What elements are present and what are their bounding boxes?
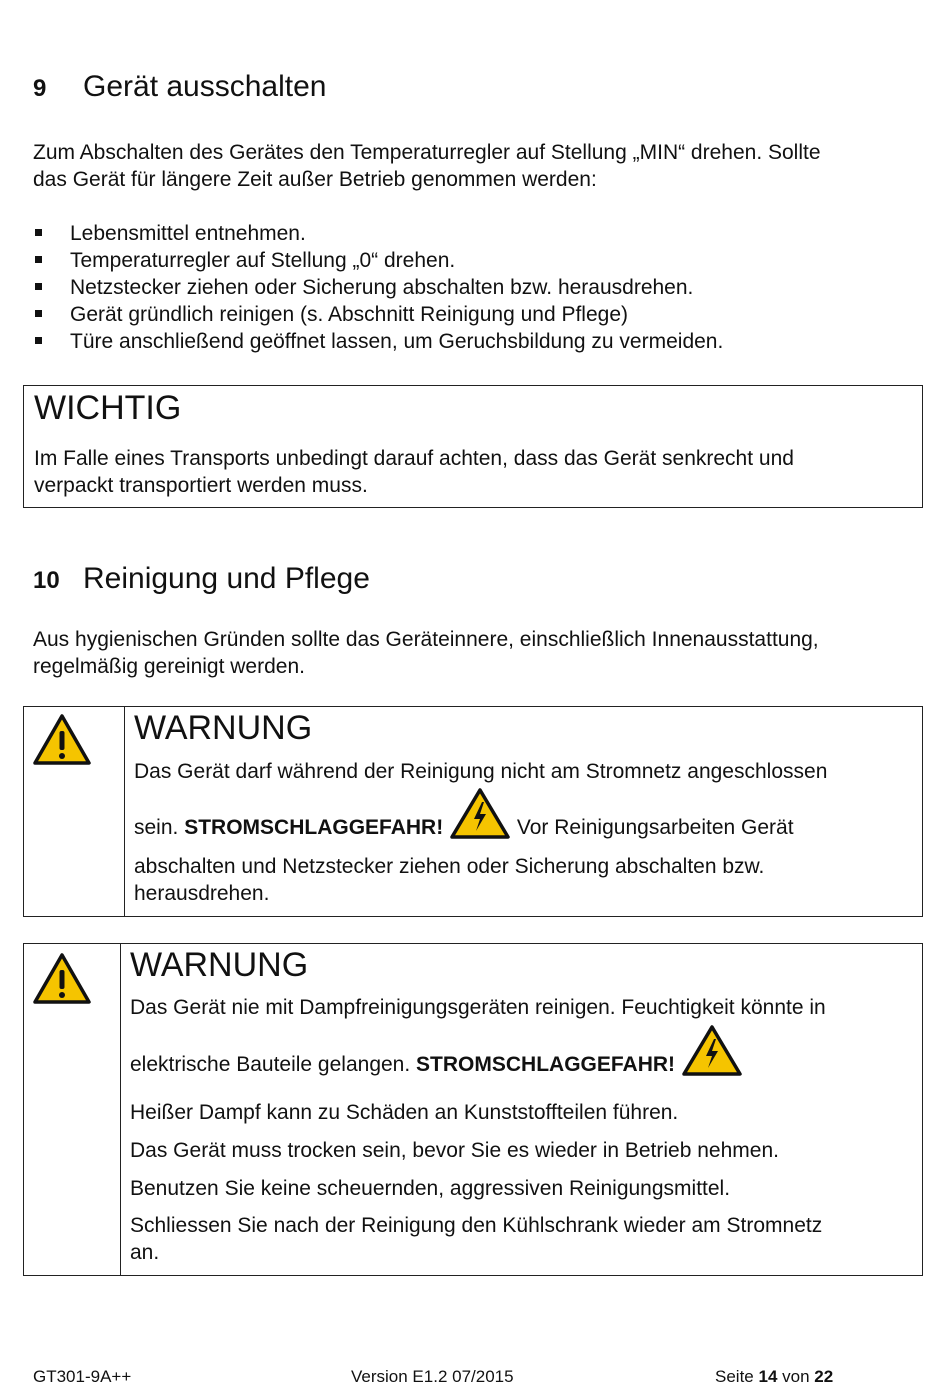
- intro-line: Aus hygienischen Gründen sollte das Geräteinnere, einschließlich Innenausstattung,: [33, 628, 819, 651]
- important-title: WICHTIG: [34, 389, 182, 427]
- bullet-icon: [35, 256, 42, 263]
- section-title: Reinigung und Pflege: [83, 562, 370, 595]
- warning-text-line: sein. STROMSCHLAGGEFAHR! Vor Reinigungsarbeiten Gerät: [134, 787, 794, 841]
- high-voltage-icon: [681, 1024, 743, 1078]
- section-10-heading: [33, 562, 370, 598]
- danger-label: STROMSCHLAGGEFAHR!: [416, 1053, 676, 1076]
- warning-title: WARNUNG: [134, 709, 313, 747]
- warning-text-line: abschalten und Netzstecker ziehen oder Sicherung abschalten bzw.: [134, 855, 765, 878]
- section-10-intro: [33, 626, 913, 680]
- footer-page-number: Seite 14 von 22: [715, 1367, 834, 1386]
- bullet-icon: [35, 337, 42, 344]
- section-number: 9: [33, 75, 47, 102]
- footer-model: GT301-9A++: [33, 1367, 132, 1386]
- warning-text-line: herausdrehen.: [134, 882, 270, 905]
- footer-version: Version E1.2 07/2015: [351, 1367, 514, 1386]
- shutdown-steps-list: [33, 220, 723, 355]
- warning-text-line: Das Gerät nie mit Dampfreinigungsgeräten reinigen. Feuchtigkeit könnte in: [130, 996, 826, 1019]
- list-item: Lebensmittel entnehmen.: [33, 220, 723, 247]
- warning-title: WARNUNG: [130, 946, 309, 984]
- important-notice-box: [23, 385, 923, 508]
- warning-text-line: Das Gerät darf während der Reinigung nicht am Stromnetz angeschlossen: [134, 760, 828, 783]
- warning-text-line: Schliessen Sie nach der Reinigung den Kühlschrank wieder am Stromnetz: [130, 1214, 823, 1237]
- bullet-icon: [35, 229, 42, 236]
- important-text: Im Falle eines Transports unbedingt darauf achten, dass das Gerät senkrecht und verpackt transportiert werden muss.: [34, 447, 794, 497]
- warning-text-line: Benutzen Sie keine scheuernden, aggressiven Reinigungsmittel.: [130, 1177, 731, 1200]
- section-number: 10: [33, 567, 60, 594]
- warning-text-line: an.: [130, 1241, 160, 1264]
- warning-triangle-icon: [32, 952, 92, 1006]
- warning-triangle-icon: [32, 713, 92, 767]
- intro-line: regelmäßig gereinigt werden.: [33, 655, 305, 678]
- warning-text-line: Das Gerät muss trocken sein, bevor Sie es wieder in Betrieb nehmen.: [130, 1139, 779, 1162]
- warning-box-1: [23, 706, 923, 917]
- danger-label: STROMSCHLAGGEFAHR!: [184, 816, 444, 839]
- warning-box-2: [23, 943, 923, 1276]
- bullet-icon: [35, 310, 42, 317]
- list-item: Gerät gründlich reinigen (s. Abschnitt Reinigung und Pflege): [33, 301, 723, 328]
- bullet-icon: [35, 283, 42, 290]
- list-item: Netzstecker ziehen oder Sicherung abschalten bzw. herausdrehen.: [33, 274, 723, 301]
- intro-line: Zum Abschalten des Gerätes den Temperaturregler auf Stellung „MIN“ drehen. Sollte: [33, 141, 821, 164]
- warning-text-line: Heißer Dampf kann zu Schäden an Kunststoffteilen führen.: [130, 1101, 679, 1124]
- section-9-intro: [33, 139, 913, 193]
- section-9-heading: [33, 70, 326, 106]
- list-item: Temperaturregler auf Stellung „0“ drehen.: [33, 247, 723, 274]
- divider: [120, 944, 121, 1275]
- section-title: Gerät ausschalten: [83, 70, 327, 103]
- divider: [124, 707, 125, 916]
- intro-line: das Gerät für längere Zeit außer Betrieb genommen werden:: [33, 168, 597, 191]
- warning-text-line: elektrische Bauteile gelangen. STROMSCHLAGGEFAHR!: [130, 1024, 743, 1078]
- high-voltage-icon: [449, 787, 511, 841]
- list-item: Türe anschließend geöffnet lassen, um Geruchsbildung zu vermeiden.: [33, 328, 723, 355]
